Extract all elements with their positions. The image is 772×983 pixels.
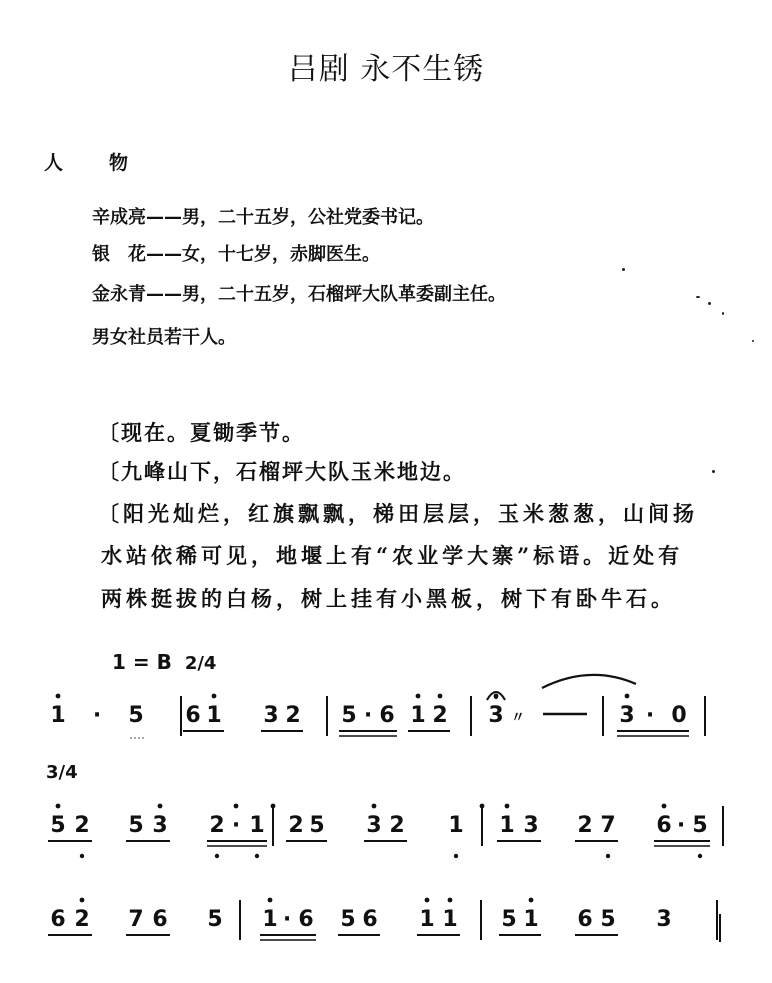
- octave-dot-above: [662, 804, 667, 809]
- note-digit: 3: [523, 813, 539, 838]
- octave-dot-above: [234, 804, 239, 809]
- dotted-rhythm: ·: [282, 907, 292, 932]
- octave-dot-above: [271, 804, 276, 809]
- note-digit: 1: [448, 813, 464, 838]
- time-signature-top: 2/4: [184, 653, 217, 674]
- note-digit: 1: [249, 813, 265, 838]
- octave-dot-above: [425, 898, 430, 903]
- note-digit: 3: [619, 703, 635, 728]
- tie-arc: [542, 675, 636, 688]
- note-digit: 5: [501, 907, 517, 932]
- note-digit: 5: [600, 907, 616, 932]
- role-line-2: 银 花——女，十七岁，赤脚医生。: [92, 244, 380, 265]
- octave-dot-below: [454, 854, 458, 858]
- stage-direction-4: 水站依稀可见，地堰上有“农业学大寨”标语。近处有: [101, 543, 684, 568]
- note-digit: 6: [298, 907, 314, 932]
- note-digit: 1: [50, 703, 66, 728]
- note-digit: 7: [600, 813, 616, 838]
- breath-mark: 〃: [511, 710, 525, 726]
- note-digit: 2: [74, 813, 90, 838]
- note-digit: 1: [523, 907, 539, 932]
- scan-speck: [752, 340, 754, 342]
- note-digit: 2: [209, 813, 225, 838]
- note-digit: 0: [671, 703, 687, 728]
- octave-dot-below: [80, 854, 84, 858]
- octave-dot-below: [698, 854, 702, 858]
- note-digit: 1: [206, 703, 222, 728]
- note-digit: 2: [288, 813, 304, 838]
- octave-dot-above: [416, 694, 421, 699]
- octave-dot-below: [606, 854, 610, 858]
- note-digit: 5: [340, 907, 356, 932]
- octave-dot-below: [255, 854, 259, 858]
- note-digit: 1: [262, 907, 278, 932]
- note-digit: 2: [285, 703, 301, 728]
- heading-char-2: 物: [109, 152, 129, 174]
- note-digit: 1: [442, 907, 458, 932]
- note-digit: 1: [419, 907, 435, 932]
- octave-dot-above: [80, 898, 85, 903]
- key-text: 1 = B: [112, 650, 172, 674]
- note-digit: 6: [656, 813, 672, 838]
- scan-speck: [622, 268, 625, 271]
- note-digit: 5: [309, 813, 325, 838]
- note-digit: 2: [389, 813, 405, 838]
- page-title: 吕剧 永不生锈: [287, 52, 485, 87]
- heading-char-1: 人: [44, 152, 64, 174]
- octave-dot-above: [56, 804, 61, 809]
- octave-dot-above: [529, 898, 534, 903]
- note-digit: 6: [379, 703, 395, 728]
- dotted-rhythm: ·: [231, 813, 241, 838]
- note-digit: 5: [128, 813, 144, 838]
- note-digit: 6: [152, 907, 168, 932]
- octave-dot-above: [448, 898, 453, 903]
- note-digit: 6: [577, 907, 593, 932]
- dotted-rhythm: ·: [645, 703, 655, 728]
- note-digit: 6: [185, 703, 201, 728]
- note-digit: 3: [152, 813, 168, 838]
- octave-dot-above: [268, 898, 273, 903]
- time-signature-mid: 3/4: [46, 762, 78, 783]
- octave-dot-above: [505, 804, 510, 809]
- dotted-rhythm: ·: [363, 703, 373, 728]
- note-digit: 2: [577, 813, 593, 838]
- stage-direction-5: 两株挺拔的白杨，树上挂有小黑板，树下有卧牛石。: [101, 586, 676, 611]
- octave-dot-above: [372, 804, 377, 809]
- note-digit: 5: [128, 703, 144, 728]
- octave-dot-above: [480, 804, 485, 809]
- role-line-3: 金永青——男，二十五岁，石榴坪大队革委副主任。: [92, 284, 506, 305]
- scan-speck: [712, 470, 715, 473]
- note-digit: 2: [432, 703, 448, 728]
- stage-direction-3: 〔阳光灿烂，红旗飘飘，梯田层层，玉米葱葱，山间扬: [98, 501, 698, 526]
- note-digit: 7: [128, 907, 144, 932]
- note-digit: 5: [341, 703, 357, 728]
- role-line-1: 辛成亮——男，二十五岁，公社党委书记。: [92, 207, 434, 228]
- note-digit: 2: [74, 907, 90, 932]
- note-digit: 1: [499, 813, 515, 838]
- octave-dot-above: [212, 694, 217, 699]
- octave-dot-above: [56, 694, 61, 699]
- note-digit: 5: [207, 907, 223, 932]
- stage-direction-2: 〔九峰山下，石榴坪大队玉米地边。: [98, 459, 466, 484]
- note-digit: 6: [362, 907, 378, 932]
- note-digit: 3: [263, 703, 279, 728]
- note-digit: 3: [488, 703, 504, 728]
- note-digit: 3: [366, 813, 382, 838]
- stage-direction-1: 〔现在。夏锄季节。: [98, 420, 305, 445]
- fermata-dot: [494, 695, 498, 699]
- octave-dot-below: [215, 854, 219, 858]
- note-digit: 5: [50, 813, 66, 838]
- dotted-rhythm: ·: [92, 703, 102, 728]
- dotted-rhythm: ·: [676, 813, 686, 838]
- role-line-4: 男女社员若干人。: [92, 327, 236, 348]
- octave-dot-above: [438, 694, 443, 699]
- scan-speck: [696, 296, 700, 298]
- scan-speck: [708, 302, 711, 305]
- note-digit: 3: [656, 907, 672, 932]
- note-digit: 1: [410, 703, 426, 728]
- scan-speck: [722, 312, 724, 315]
- note-digit: 6: [50, 907, 66, 932]
- octave-dot-above: [625, 694, 630, 699]
- note-digit: 5: [692, 813, 708, 838]
- octave-dot-above: [158, 804, 163, 809]
